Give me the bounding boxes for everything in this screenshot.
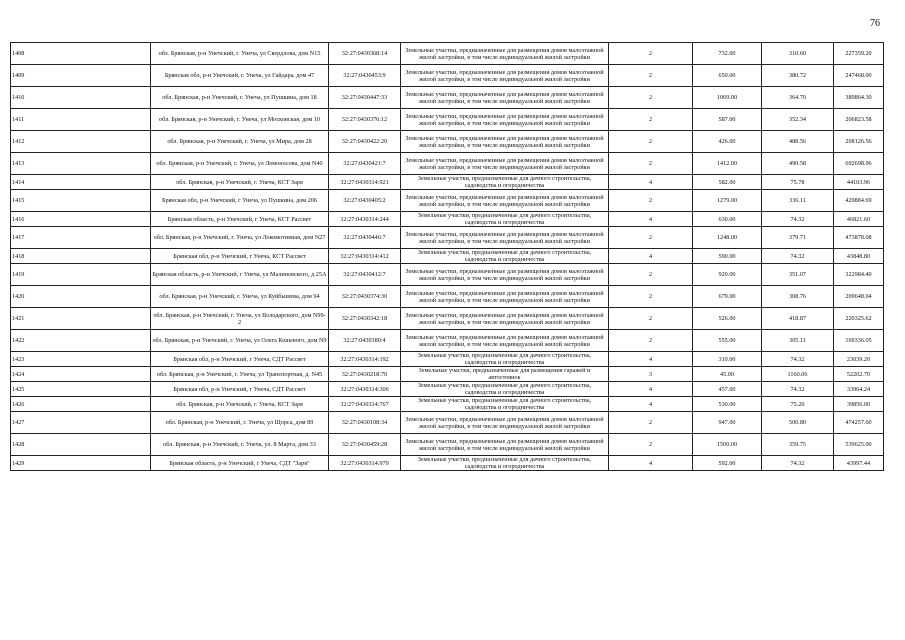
- table-row: [11, 249, 884, 264]
- area-cell: 582.00: [693, 175, 762, 190]
- cadastral-number-cell: 32:27:0430218:70: [329, 367, 401, 382]
- category-cell: 2: [609, 109, 693, 131]
- address-cell: обл. Брянская, р-н Унечский, г. Унеча, ул Свердлова, дом N15: [151, 43, 329, 65]
- cadastral-value-cell: 322984.40: [834, 264, 884, 286]
- address-cell: обл. Брянская, р-н Унечский, г. Унеча, ул Володарского, дом N99-2: [151, 308, 329, 330]
- cadastral-value-cell: 209648.04: [834, 286, 884, 308]
- address-cell: Брянская обл, р-н Унечский, г Унеча, СДТ Рассвет: [151, 352, 329, 367]
- cadastral-value-cell: 429884.69: [834, 190, 884, 212]
- land-use-cell: Земельные участки, предназначенные для размещения домов малоэтажной жилой застройки, в том числе индивидуальной жилой застройки: [401, 87, 609, 109]
- row-number: 1424: [11, 367, 151, 382]
- cadastral-number-cell: 32:27:0430447:33: [329, 87, 401, 109]
- land-use-cell: Земельные участки, предназначенные для дачного строительства, садоводства и огородничества: [401, 212, 609, 227]
- row-number: 1419: [11, 264, 151, 286]
- cadastral-number-cell: 32:27:0430374:30: [329, 286, 401, 308]
- land-use-cell: Земельные участки, предназначенные для размещения домов малоэтажной жилой застройки, в том числе индивидуальной жилой застройки: [401, 412, 609, 434]
- address-cell: Брянская область, р-н Унечский, г Унеча, ул Малиновского, д 25А: [151, 264, 329, 286]
- area-cell: 457.00: [693, 382, 762, 397]
- address-cell: обл. Брянская, р-н Унечский, г. Унеча, КСТ Заря: [151, 397, 329, 412]
- cadastral-number-cell: 32:27:0430422:20: [329, 131, 401, 153]
- cadastral-value-cell: 227359.20: [834, 43, 884, 65]
- category-cell: 2: [609, 227, 693, 249]
- area-cell: 1248.00: [693, 227, 762, 249]
- land-use-cell: Земельные участки, предназначенные для дачного строительства, садоводства и огородничества: [401, 175, 609, 190]
- specific-value-cell: 1160.06: [762, 367, 834, 382]
- table-row: [11, 308, 884, 330]
- row-number: 1415: [11, 190, 151, 212]
- address-cell: обл. Брянская, р-н Унечский, г. Унеча, ул Московская, дом 10: [151, 109, 329, 131]
- area-cell: 920.00: [693, 264, 762, 286]
- cadastral-value-cell: 389864.30: [834, 87, 884, 109]
- specific-value-cell: 74.32: [762, 456, 834, 471]
- land-use-cell: Земельные участки, предназначенные для размещения домов малоэтажной жилой застройки, в том числе индивидуальной жилой застройки: [401, 434, 609, 456]
- row-number: 1423: [11, 352, 151, 367]
- cadastral-number-cell: 32:27:0430314:767: [329, 397, 401, 412]
- cadastral-number-cell: 32:27:0430314:306: [329, 382, 401, 397]
- cadastral-number-cell: 32:27:0430421:7: [329, 153, 401, 175]
- specific-value-cell: 500.80: [762, 412, 834, 434]
- area-cell: 1069.00: [693, 87, 762, 109]
- area-cell: 1279.00: [693, 190, 762, 212]
- area-cell: 310.00: [693, 352, 762, 367]
- cadastral-number-cell: 32:27:0430380:4: [329, 330, 401, 352]
- address-cell: обл. Брянская, р-н Унечский, г. Унеча, ул Мира, дом 28: [151, 131, 329, 153]
- specific-value-cell: 380.72: [762, 65, 834, 87]
- land-registry-table: [10, 42, 884, 471]
- address-cell: Брянская обл, р-н Унечский, г Унеча, ул Пушкина, дом 206: [151, 190, 329, 212]
- address-cell: обл. Брянская, р-н Унечский, г. Унеча, ул Пушкина, дом 18: [151, 87, 329, 109]
- specific-value-cell: 305.11: [762, 330, 834, 352]
- area-cell: 1500.00: [693, 434, 762, 456]
- specific-value-cell: 310.60: [762, 43, 834, 65]
- address-cell: обл. Брянская, р-н Унечский, г. Унеча, ул Ломоносова, дом N40: [151, 153, 329, 175]
- category-cell: 2: [609, 153, 693, 175]
- specific-value-cell: 352.34: [762, 109, 834, 131]
- cadastral-number-cell: 32:27:0430314:192: [329, 352, 401, 367]
- cadastral-value-cell: 208126.56: [834, 131, 884, 153]
- specific-value-cell: 336.11: [762, 190, 834, 212]
- row-number: 1417: [11, 227, 151, 249]
- land-use-cell: Земельные участки, предназначенные для размещения домов малоэтажной жилой застройки, в том числе индивидуальной жилой застройки: [401, 153, 609, 175]
- land-use-cell: Земельные участки, предназначенные для размещения домов малоэтажной жилой застройки, в том числе индивидуальной жилой застройки: [401, 131, 609, 153]
- land-use-cell: Земельные участки, предназначенные для размещения домов малоэтажной жилой застройки, в том числе индивидуальной жилой застройки: [401, 43, 609, 65]
- category-cell: 2: [609, 434, 693, 456]
- address-cell: Брянская обл, р-н Унечский, г. Унеча, ул Гайдара, дом 47: [151, 65, 329, 87]
- row-number: 1426: [11, 397, 151, 412]
- address-cell: обл. Брянская, р-н Унечский, г. Унеча, ул Олега Кошевого, дом N9: [151, 330, 329, 352]
- specific-value-cell: 418.87: [762, 308, 834, 330]
- row-number: 1418: [11, 249, 151, 264]
- area-cell: 1412.00: [693, 153, 762, 175]
- area-cell: 650.00: [693, 65, 762, 87]
- table-row: [11, 397, 884, 412]
- table-row: [11, 212, 884, 227]
- land-use-cell: Земельные участки, предназначенные для размещения домов малоэтажной жилой застройки, в том числе индивидуальной жилой застройки: [401, 227, 609, 249]
- land-use-cell: Земельные участки, предназначенные для размещения домов малоэтажной жилой застройки, в том числе индивидуальной жилой застройки: [401, 264, 609, 286]
- category-cell: 2: [609, 65, 693, 87]
- table-row: [11, 367, 884, 382]
- table-body: [11, 43, 884, 471]
- specific-value-cell: 74.32: [762, 249, 834, 264]
- land-use-cell: Земельные участки, предназначенные для размещения домов малоэтажной жилой застройки, в том числе индивидуальной жилой застройки: [401, 286, 609, 308]
- land-use-cell: Земельные участки, предназначенные для дачного строительства, садоводства и огородничества: [401, 249, 609, 264]
- specific-value-cell: 351.07: [762, 264, 834, 286]
- land-use-cell: Земельные участки, предназначенные для размещения домов малоэтажной жилой застройки, в том числе индивидуальной жилой застройки: [401, 65, 609, 87]
- specific-value-cell: 74.32: [762, 212, 834, 227]
- category-cell: 2: [609, 264, 693, 286]
- table-row: [11, 227, 884, 249]
- cadastral-number-cell: 32:27:0430108:34: [329, 412, 401, 434]
- category-cell: 4: [609, 382, 693, 397]
- cadastral-number-cell: 32:27:0430412:7: [329, 264, 401, 286]
- cadastral-value-cell: 169336.05: [834, 330, 884, 352]
- table-row: [11, 286, 884, 308]
- area-cell: 426.00: [693, 131, 762, 153]
- category-cell: 2: [609, 412, 693, 434]
- row-number: 1409: [11, 65, 151, 87]
- table-row: [11, 456, 884, 471]
- area-cell: 630.00: [693, 212, 762, 227]
- area-cell: 555.00: [693, 330, 762, 352]
- row-number: 1420: [11, 286, 151, 308]
- table-row: [11, 131, 884, 153]
- table-row: [11, 153, 884, 175]
- land-use-cell: Земельные участки, предназначенные для размещения домов малоэтажной жилой застройки, в том числе индивидуальной жилой застройки: [401, 308, 609, 330]
- cadastral-value-cell: 220325.62: [834, 308, 884, 330]
- cadastral-number-cell: 32:27:0430446:7: [329, 227, 401, 249]
- table-row: [11, 352, 884, 367]
- specific-value-cell: 308.76: [762, 286, 834, 308]
- land-use-cell: Земельные участки, предназначенные для дачного строительства, садоводства и огородничества: [401, 397, 609, 412]
- cadastral-value-cell: 52202.70: [834, 367, 884, 382]
- row-number: 1411: [11, 109, 151, 131]
- specific-value-cell: 74.32: [762, 352, 834, 367]
- address-cell: обл. Брянская, р-н Унечский, г. Унеча, ул Локомотивная, дом N27: [151, 227, 329, 249]
- cadastral-value-cell: 39856.00: [834, 397, 884, 412]
- category-cell: 3: [609, 367, 693, 382]
- cadastral-number-cell: 32:27:0430376:12: [329, 109, 401, 131]
- specific-value-cell: 75.78: [762, 175, 834, 190]
- address-cell: Брянская обл, р-н Унечский, г Унеча, СДТ Рассвет: [151, 382, 329, 397]
- cadastral-number-cell: 32:27:0430314:921: [329, 175, 401, 190]
- cadastral-value-cell: 43997.44: [834, 456, 884, 471]
- specific-value-cell: 379.71: [762, 227, 834, 249]
- table-row: [11, 175, 884, 190]
- area-cell: 590.00: [693, 249, 762, 264]
- specific-value-cell: 359.75: [762, 434, 834, 456]
- row-number: 1421: [11, 308, 151, 330]
- land-use-cell: Земельные участки, предназначенные для дачного строительства, садоводства и огородничества: [401, 456, 609, 471]
- land-use-cell: Земельные участки, предназначенные для размещения домов малоэтажной жилой застройки, в том числе индивидуальной жилой застройки: [401, 330, 609, 352]
- table-row: [11, 382, 884, 397]
- cadastral-number-cell: 32:27:0430453:9: [329, 65, 401, 87]
- specific-value-cell: 488.56: [762, 131, 834, 153]
- table-row: [11, 264, 884, 286]
- cadastral-value-cell: 247468.00: [834, 65, 884, 87]
- category-cell: 2: [609, 330, 693, 352]
- cadastral-number-cell: 32:27:0430314:412: [329, 249, 401, 264]
- area-cell: 587.00: [693, 109, 762, 131]
- table-row: [11, 330, 884, 352]
- area-cell: 592.00: [693, 456, 762, 471]
- cadastral-value-cell: 43848.80: [834, 249, 884, 264]
- specific-value-cell: 75.20: [762, 397, 834, 412]
- land-use-cell: Земельные участки, предназначенные для размещения домов малоэтажной жилой застройки, в том числе индивидуальной жилой застройки: [401, 109, 609, 131]
- category-cell: 4: [609, 397, 693, 412]
- table-row: [11, 434, 884, 456]
- area-cell: 679.00: [693, 286, 762, 308]
- cadastral-number-cell: 32:27:0430405:2: [329, 190, 401, 212]
- row-number: 1422: [11, 330, 151, 352]
- category-cell: 4: [609, 352, 693, 367]
- cadastral-value-cell: 473878.08: [834, 227, 884, 249]
- table-row: [11, 412, 884, 434]
- address-cell: Брянская область, р-н Унечский, г Унеча, КСТ Рассвет: [151, 212, 329, 227]
- address-cell: обл. Брянская, р-н Унечский, г. Унеча, ул Транспортная, д. N45: [151, 367, 329, 382]
- cadastral-value-cell: 206823.58: [834, 109, 884, 131]
- table-row: [11, 190, 884, 212]
- table-row: [11, 65, 884, 87]
- category-cell: 2: [609, 286, 693, 308]
- row-number: 1414: [11, 175, 151, 190]
- address-cell: обл. Брянская, р-н Унечский, г. Унеча, ул. 8 Марта, дом 33: [151, 434, 329, 456]
- row-number: 1428: [11, 434, 151, 456]
- land-use-cell: Земельные участки, предназначенные для размещения гаражей и автостоянок: [401, 367, 609, 382]
- cadastral-number-cell: 32:27:0430314:244: [329, 212, 401, 227]
- land-use-cell: Земельные участки, предназначенные для дачного строительства, садоводства и огородничества: [401, 352, 609, 367]
- cadastral-value-cell: 692698.96: [834, 153, 884, 175]
- category-cell: 4: [609, 212, 693, 227]
- category-cell: 2: [609, 87, 693, 109]
- category-cell: 4: [609, 456, 693, 471]
- cadastral-value-cell: 33964.24: [834, 382, 884, 397]
- cadastral-value-cell: 46821.60: [834, 212, 884, 227]
- row-number: 1408: [11, 43, 151, 65]
- row-number: 1416: [11, 212, 151, 227]
- category-cell: 2: [609, 43, 693, 65]
- cadastral-number-cell: 32:27:0430459:28: [329, 434, 401, 456]
- address-cell: Брянская область, р-н Унечский, г Унеча, СДТ "Заря": [151, 456, 329, 471]
- cadastral-number-cell: 32:27:0430314:979: [329, 456, 401, 471]
- category-cell: 2: [609, 190, 693, 212]
- address-cell: обл. Брянская, р-н Унечский, г. Унеча, ул Щорса, дом 89: [151, 412, 329, 434]
- cadastral-value-cell: 539625.00: [834, 434, 884, 456]
- row-number: 1429: [11, 456, 151, 471]
- address-cell: обл. Брянская, р-н Унечский, г. Унеча, ул Куйбышева, дом 94: [151, 286, 329, 308]
- row-number: 1412: [11, 131, 151, 153]
- table-row: [11, 43, 884, 65]
- category-cell: 2: [609, 308, 693, 330]
- area-cell: 526.00: [693, 308, 762, 330]
- row-number: 1425: [11, 382, 151, 397]
- cadastral-value-cell: 23039.20: [834, 352, 884, 367]
- cadastral-value-cell: 474257.60: [834, 412, 884, 434]
- specific-value-cell: 490.58: [762, 153, 834, 175]
- land-use-cell: Земельные участки, предназначенные для дачного строительства, садоводства и огородничества: [401, 382, 609, 397]
- cadastral-number-cell: 32:27:0430342:18: [329, 308, 401, 330]
- category-cell: 2: [609, 131, 693, 153]
- cadastral-value-cell: 44103.96: [834, 175, 884, 190]
- address-cell: Брянская обл, р-н Унечский, г Унеча, КСТ Рассвет: [151, 249, 329, 264]
- table-row: [11, 87, 884, 109]
- row-number: 1410: [11, 87, 151, 109]
- category-cell: 4: [609, 175, 693, 190]
- category-cell: 4: [609, 249, 693, 264]
- area-cell: 732.00: [693, 43, 762, 65]
- page-number: 76: [870, 18, 880, 29]
- specific-value-cell: 74.32: [762, 382, 834, 397]
- row-number: 1413: [11, 153, 151, 175]
- row-number: 1427: [11, 412, 151, 434]
- address-cell: обл. Брянская, р-н Унечский, г. Унеча, КСТ Заря: [151, 175, 329, 190]
- specific-value-cell: 364.70: [762, 87, 834, 109]
- area-cell: 45.00: [693, 367, 762, 382]
- table-row: [11, 109, 884, 131]
- area-cell: 947.00: [693, 412, 762, 434]
- area-cell: 530.00: [693, 397, 762, 412]
- cadastral-number-cell: 32:27:0430368:14: [329, 43, 401, 65]
- land-use-cell: Земельные участки, предназначенные для размещения домов малоэтажной жилой застройки, в том числе индивидуальной жилой застройки: [401, 190, 609, 212]
